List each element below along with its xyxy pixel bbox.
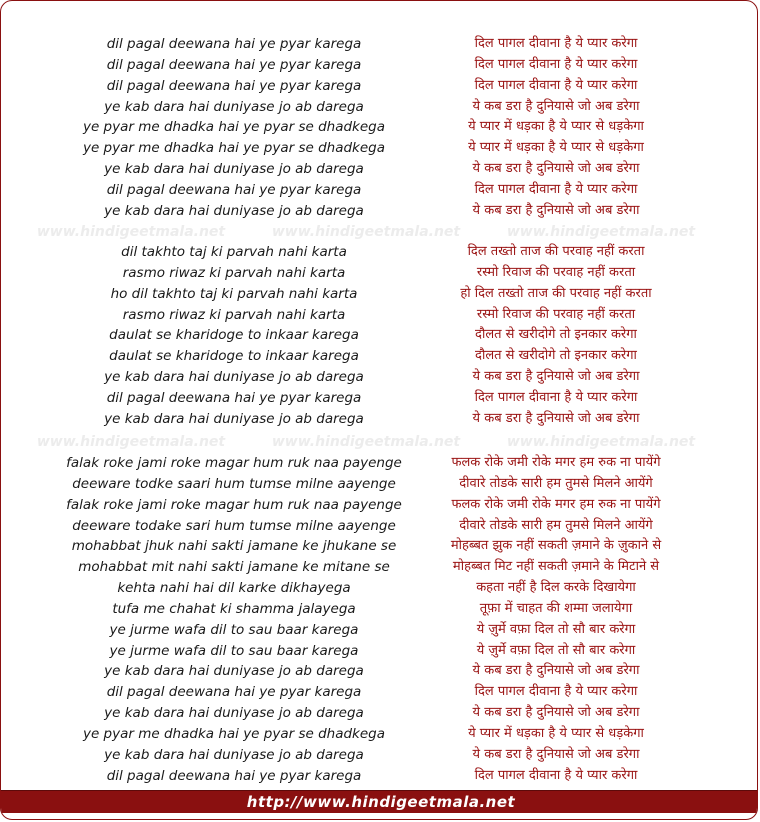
lyric-row (1, 138, 758, 159)
hindi-lyric-line: ये कब डरा है दुनियासे जो अब डरेगा (472, 369, 640, 385)
english-lyric-line: ye kab dara hai duniyase jo ab darega (104, 746, 364, 763)
lyric-row (1, 388, 758, 409)
lyrics-stanza (1, 453, 758, 787)
english-lyric-line: ho dil takhto taj ki parvah nahi karta (110, 285, 358, 302)
english-lyric-line: ye jurme wafa dil to sau baar karega (109, 642, 359, 659)
lyric-row (1, 263, 758, 284)
english-lyric-line: ye kab dara hai duniyase jo ab darega (104, 410, 364, 427)
hindi-lyric-line: दिल पागल दीवाना है ये प्यार करेगा (474, 181, 638, 197)
watermark-row (1, 432, 758, 452)
hindi-lyric-line: दौलत से खरीदोगे तो इनकार करेगा (475, 348, 637, 364)
hindi-lyric-line: फलक रोके जमी रोके मगर हम रुक ना पायेंगे (451, 455, 661, 470)
hindi-lyric-line: मोहब्बत झुक नहीं सकती ज़माने के ज़ुकाने से (450, 538, 662, 554)
lyric-row (1, 495, 758, 516)
english-lyric-line: rasmo riwaz ki parvah nahi karta (122, 306, 346, 323)
watermark-text: www.hindigeetmala.net (271, 434, 461, 450)
english-lyric-line: ye pyar me dhadka hai ye pyar se dhadkega (82, 725, 386, 742)
lyric-row (1, 682, 758, 703)
hindi-lyric-line: फलक रोके जमी रोके मगर हम रुक ना पायेंगे (451, 496, 661, 512)
english-lyric-line: dil pagal deewana hai ye pyar karega (106, 77, 362, 94)
english-lyric-line: ye kab dara hai duniyase jo ab darega (104, 663, 364, 680)
hindi-lyric-line: रस्मो रिवाज की परवाह नहीं करता (476, 264, 636, 280)
lyric-row (1, 745, 758, 766)
english-lyric-line: deeware todke saari hum tumse milne aayenge (72, 475, 396, 492)
english-lyric-line: dil pagal deewana hai ye pyar karega (106, 56, 362, 73)
lyric-row (1, 516, 758, 537)
hindi-lyric-line: ये कब डरा है दुनियासे जो अब डरेगा (472, 202, 640, 218)
english-lyric-line: ye kab dara hai duniyase jo ab darega (104, 98, 364, 115)
lyric-row (1, 409, 758, 430)
hindi-lyric-line: कहता नहीं है दिल करके दिखायेगा (476, 580, 636, 596)
english-lyric-line: ye kab dara hai duniyase jo ab darega (104, 202, 364, 219)
lyric-row (1, 599, 758, 620)
english-lyric-line: dil pagal deewana hai ye pyar karega (106, 684, 362, 701)
hindi-lyric-line: दिल पागल दीवाना है ये प्यार करेगा (474, 389, 638, 405)
hindi-lyric-line: दिल पागल दीवाना है ये प्यार करेगा (474, 36, 638, 51)
lyric-row (1, 703, 758, 724)
english-lyric-line: rasmo riwaz ki parvah nahi karta (122, 264, 346, 281)
english-lyric-line: dil pagal deewana hai ye pyar karega (106, 389, 362, 406)
hindi-lyric-line: ये ज़ुर्मे वफ़ा दिल तो सौ बार करेगा (476, 642, 636, 658)
hindi-lyric-line: दौलत से खरीदोगे तो इनकार करेगा (475, 327, 637, 343)
english-lyric-line: daulat se kharidoge to inkaar karega (109, 348, 359, 365)
lyric-row (1, 453, 758, 474)
english-lyric-line: ye jurme wafa dil to sau baar karega (109, 621, 359, 638)
english-lyric-line: mohabbat mit nahi sakti jamane ke mitane se (78, 559, 390, 576)
lyric-row (1, 242, 758, 263)
lyric-row (1, 724, 758, 745)
english-lyric-line: mohabbat jhuk nahi sakti jamane ke jhukane se (71, 538, 397, 555)
english-lyric-line: tufa me chahat ki shamma jalayega (112, 600, 356, 617)
lyric-row (1, 661, 758, 682)
hindi-lyric-line: मोहब्बत मिट नहीं सकती ज़माने के मिटाने से (452, 559, 660, 575)
hindi-lyric-line: दिल तख्तो ताज की परवाह नहीं करता (467, 244, 645, 259)
lyric-row (1, 159, 758, 180)
watermark-text: www.hindigeetmala.net (36, 434, 226, 450)
hindi-lyric-line: दिल पागल दीवाना है ये प्यार करेगा (474, 767, 638, 783)
english-lyric-line: deeware todake sari hum tumse milne aayenge (72, 517, 396, 534)
english-lyric-line: dil takhto taj ki parvah nahi karta (121, 244, 347, 260)
hindi-lyric-line: ये कब डरा है दुनियासे जो अब डरेगा (472, 98, 640, 114)
hindi-lyric-line: हो दिल तख्तो ताज की परवाह नहीं करता (460, 285, 652, 301)
hindi-lyric-line: ये कब डरा है दुनियासे जो अब डरेगा (472, 746, 640, 762)
lyric-row (1, 180, 758, 201)
english-lyric-line: kehta nahi hai dil karke dikhayega (117, 580, 351, 597)
hindi-lyric-line: ये कब डरा है दुनियासे जो अब डरेगा (472, 705, 640, 721)
lyric-row (1, 284, 758, 305)
footer-bar (1, 790, 758, 813)
watermark-text: www.hindigeetmala.net (36, 224, 226, 240)
hindi-lyric-line: दिल पागल दीवाना है ये प्यार करेगा (474, 56, 638, 72)
lyric-row (1, 325, 758, 346)
english-lyric-line: dil pagal deewana hai ye pyar karega (106, 36, 362, 52)
lyric-row (1, 117, 758, 138)
lyric-row (1, 55, 758, 76)
english-lyric-line: dil pagal deewana hai ye pyar karega (106, 181, 362, 198)
watermark-text: www.hindigeetmala.net (506, 434, 696, 450)
lyric-row (1, 201, 758, 222)
hindi-lyric-line: दिल पागल दीवाना है ये प्यार करेगा (474, 77, 638, 93)
english-lyric-line: ye kab dara hai duniyase jo ab darega (104, 369, 364, 386)
footer-url-link[interactable]: http://www.hindigeetmala.net (246, 793, 516, 811)
lyric-row (1, 766, 758, 787)
hindi-lyric-line: दीवारे तोडके सारी हम तुमसे मिलने आयेंगे (459, 517, 653, 533)
watermark-text: www.hindigeetmala.net (506, 224, 696, 240)
hindi-lyric-line: ये ज़ुर्मे वफ़ा दिल तो सौ बार करेगा (476, 621, 636, 637)
lyric-row (1, 76, 758, 97)
hindi-lyric-line: ये प्यार में धड़का है ये प्यार से धड़केगा (468, 140, 644, 156)
english-lyric-line: falak roke jami roke magar hum ruk naa payenge (66, 496, 402, 513)
hindi-lyric-line: दीवारे तोडके सारी हम तुमसे मिलने आयेंगे (459, 475, 653, 491)
english-lyric-line: ye pyar me dhadka hai ye pyar se dhadkega (82, 140, 386, 157)
watermark-text: www.hindigeetmala.net (271, 224, 461, 240)
hindi-lyric-line: ये कब डरा है दुनियासे जो अब डरेगा (472, 663, 640, 679)
english-lyric-line: dil pagal deewana hai ye pyar karega (106, 767, 362, 784)
hindi-lyric-line: ये कब डरा है दुनियासे जो अब डरेगा (472, 161, 640, 177)
lyric-row (1, 474, 758, 495)
lyric-row (1, 620, 758, 641)
lyric-row (1, 557, 758, 578)
hindi-lyric-line: रस्मो रिवाज की परवाह नहीं करता (476, 306, 636, 322)
lyric-row (1, 34, 758, 55)
english-lyric-line: falak roke jami roke magar hum ruk naa payenge (66, 455, 402, 471)
lyric-row (1, 305, 758, 326)
english-lyric-line: ye kab dara hai duniyase jo ab darega (104, 161, 364, 178)
lyric-row (1, 346, 758, 367)
lyric-row (1, 97, 758, 118)
lyrics-stanza (1, 242, 758, 430)
english-lyric-line: daulat se kharidoge to inkaar karega (109, 327, 359, 344)
lyrics-stanza (1, 34, 758, 222)
lyric-row (1, 578, 758, 599)
hindi-lyric-line: ये प्यार में धड़का है ये प्यार से धड़केगा (468, 119, 644, 135)
hindi-lyric-line: दिल पागल दीवाना है ये प्यार करेगा (474, 684, 638, 700)
english-lyric-line: ye pyar me dhadka hai ye pyar se dhadkega (82, 119, 386, 136)
hindi-lyric-line: ये प्यार में धड़का है ये प्यार से धड़केगा (468, 725, 644, 741)
english-lyric-line: ye kab dara hai duniyase jo ab darega (104, 705, 364, 722)
lyric-row (1, 367, 758, 388)
watermark-row (1, 222, 758, 242)
lyric-row (1, 641, 758, 662)
hindi-lyric-line: तूफ़ा में चाहत की शम्मा जलायेगा (479, 600, 633, 616)
hindi-lyric-line: ये कब डरा है दुनियासे जो अब डरेगा (472, 410, 640, 426)
lyric-row (1, 536, 758, 557)
